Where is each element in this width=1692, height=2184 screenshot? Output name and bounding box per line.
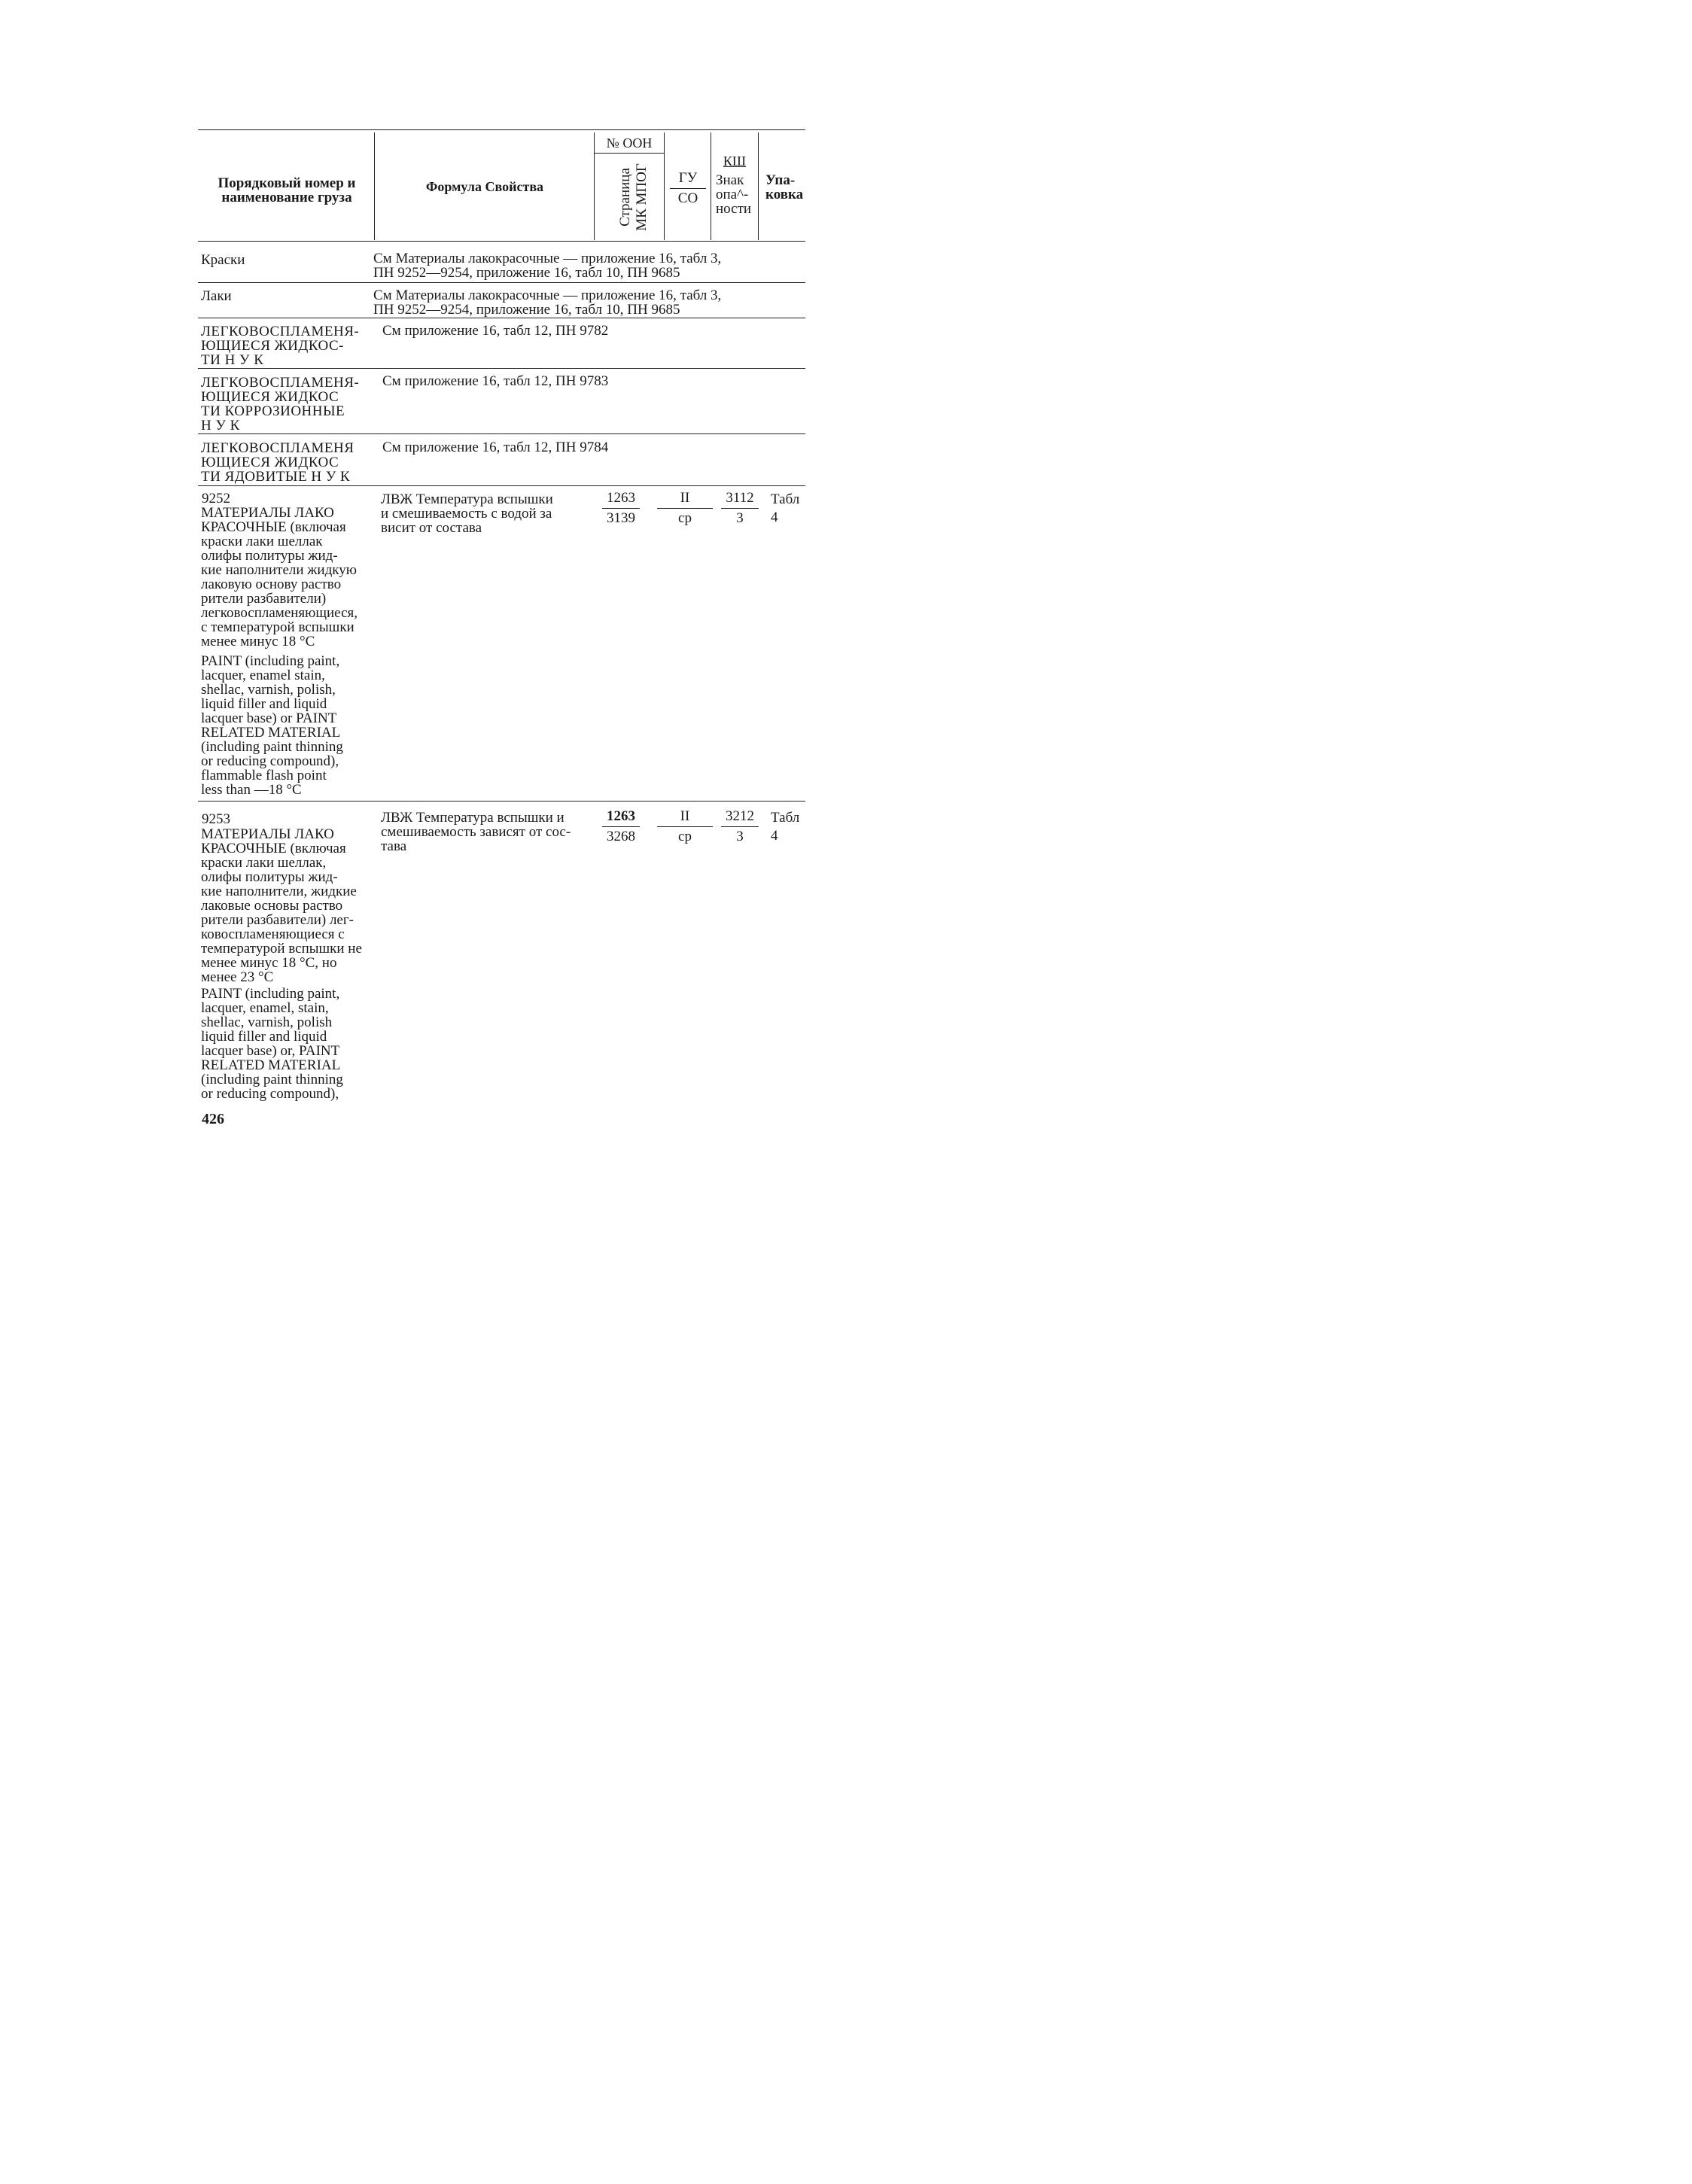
header-bottom-rule [198, 241, 805, 242]
row-rule [198, 433, 805, 434]
row-rule [198, 282, 805, 283]
header-gu-co [670, 169, 706, 208]
header-divider-3 [664, 132, 665, 240]
row-9252-name-en: PAINT (including paint, lacquer, enamel stain, shellac, varnish, polish, liquid filler and liquid lacquer base) or PAINT RELATED MATERIAL (including paint thinning or reducing compound), flammable flash point less than —18 °С [201, 653, 343, 798]
header-gu: ГУ [678, 170, 698, 186]
row-rule [198, 801, 805, 802]
row-flammable-toxic-ref: См приложение 16, табл 12, ПН 9784 [382, 440, 609, 455]
row-9252-name-ru: МАТЕРИАЛЫ ЛАКО КРАСОЧНЫЕ (включая краски лаки шеллак олифы политуры жид- кие наполнители жидкую лаковую основу раство рители разбавители) легковоспламеняющиеся, с температурой вспышки менее минус 18 °С [201, 505, 358, 649]
header-danger-sign: Знак опа^- ности [716, 172, 752, 217]
document-page [0, 0, 921, 1192]
row-kraski-ref: См Материалы лакокрасочные — приложение 16, табл 3, ПН 9252—9254, приложение 16, табл 10, ПН 9685 [373, 251, 722, 281]
header-page-mk: Страница МК МПОГ [617, 163, 650, 231]
row-9253-number: 9253 [202, 811, 230, 827]
header-col-formula: Формула Свойства [425, 179, 544, 194]
row-rule [198, 485, 805, 486]
row-9252-gu-co: II ср [657, 489, 713, 528]
header-co: СО [677, 190, 698, 206]
row-9252-formula: ЛВЖ Температура вспышки и смешиваемость с водой за висит от состава [381, 491, 553, 536]
row-9252-number: 9252 [202, 491, 230, 506]
row-laki-name: Лаки [201, 288, 232, 304]
row-9252-ksh-sign: 3112 3 [721, 489, 759, 528]
row-9253-gu-co: II ср [657, 808, 713, 846]
row-9253-name-en: PAINT (including paint, lacquer, enamel, stain, shellac, varnish, polish liquid filler and liquid lacquer base) or, PAINT RELATED MATERIAL (including paint thinning or reducing compound), [201, 986, 343, 1102]
header-divider-2 [594, 132, 595, 240]
row-9253-name-ru: МАТЕРИАЛЫ ЛАКО КРАСОЧНЫЕ (включая краски лаки шеллак, олифы политуры жид- кие наполнители, жидкие лаковые основы раство рители разбавители) лег- ковоспламеняющиеся с температурой вспышки не менее минус 18 °С, но менее 23 °С [201, 826, 362, 985]
row-flammable-corrosive-name: ЛЕГКОВОСПЛАМЕНЯ- ЮЩИЕСЯ ЖИДКОС ТИ КОРРОЗИОННЫЕ Н У К [201, 375, 360, 433]
un-subheader-rule [595, 153, 664, 154]
row-flammable-toxic-name: ЛЕГКОВОСПЛАМЕНЯ ЮЩИЕСЯ ЖИДКОС ТИ ЯДОВИТЫЕ Н У К [201, 440, 355, 485]
row-laki-ref: См Материалы лакокрасочные — приложение 16, табл 3, ПН 9252—9254, приложение 16, табл 10, ПН 9685 [373, 287, 722, 318]
row-flammable-liquids-name: ЛЕГКОВОСПЛАМЕНЯ- ЮЩИЕСЯ ЖИДКОС- ТИ Н У К [201, 324, 360, 368]
header-top-rule [198, 129, 805, 130]
row-kraski-name: Краски [201, 252, 245, 268]
header-col-name: Порядковый номер и наименование груза [218, 175, 356, 205]
row-9253-formula: ЛВЖ Температура вспышки и смешиваемость зависят от сос- тава [381, 810, 571, 854]
header-un-number: № ООН [606, 135, 653, 151]
row-9253-packing: Табл 4 [771, 810, 800, 844]
row-9252-packing: Табл 4 [771, 491, 800, 525]
page-number: 426 [202, 1111, 224, 1127]
row-9252-un-number: 1263 3139 [602, 489, 640, 528]
header-divider-5 [758, 132, 759, 240]
row-rule [198, 368, 805, 369]
row-9253-un-number: 1263 3268 [602, 808, 640, 846]
header-divider-1 [374, 132, 375, 240]
row-flammable-corrosive-ref: См приложение 16, табл 12, ПН 9783 [382, 373, 609, 389]
row-flammable-liquids-ref: См приложение 16, табл 12, ПН 9782 [382, 323, 609, 339]
row-9253-ksh-sign: 3212 3 [721, 808, 759, 846]
header-packing: Упа- ковка [765, 172, 804, 202]
header-ksh: КШ [723, 154, 747, 169]
